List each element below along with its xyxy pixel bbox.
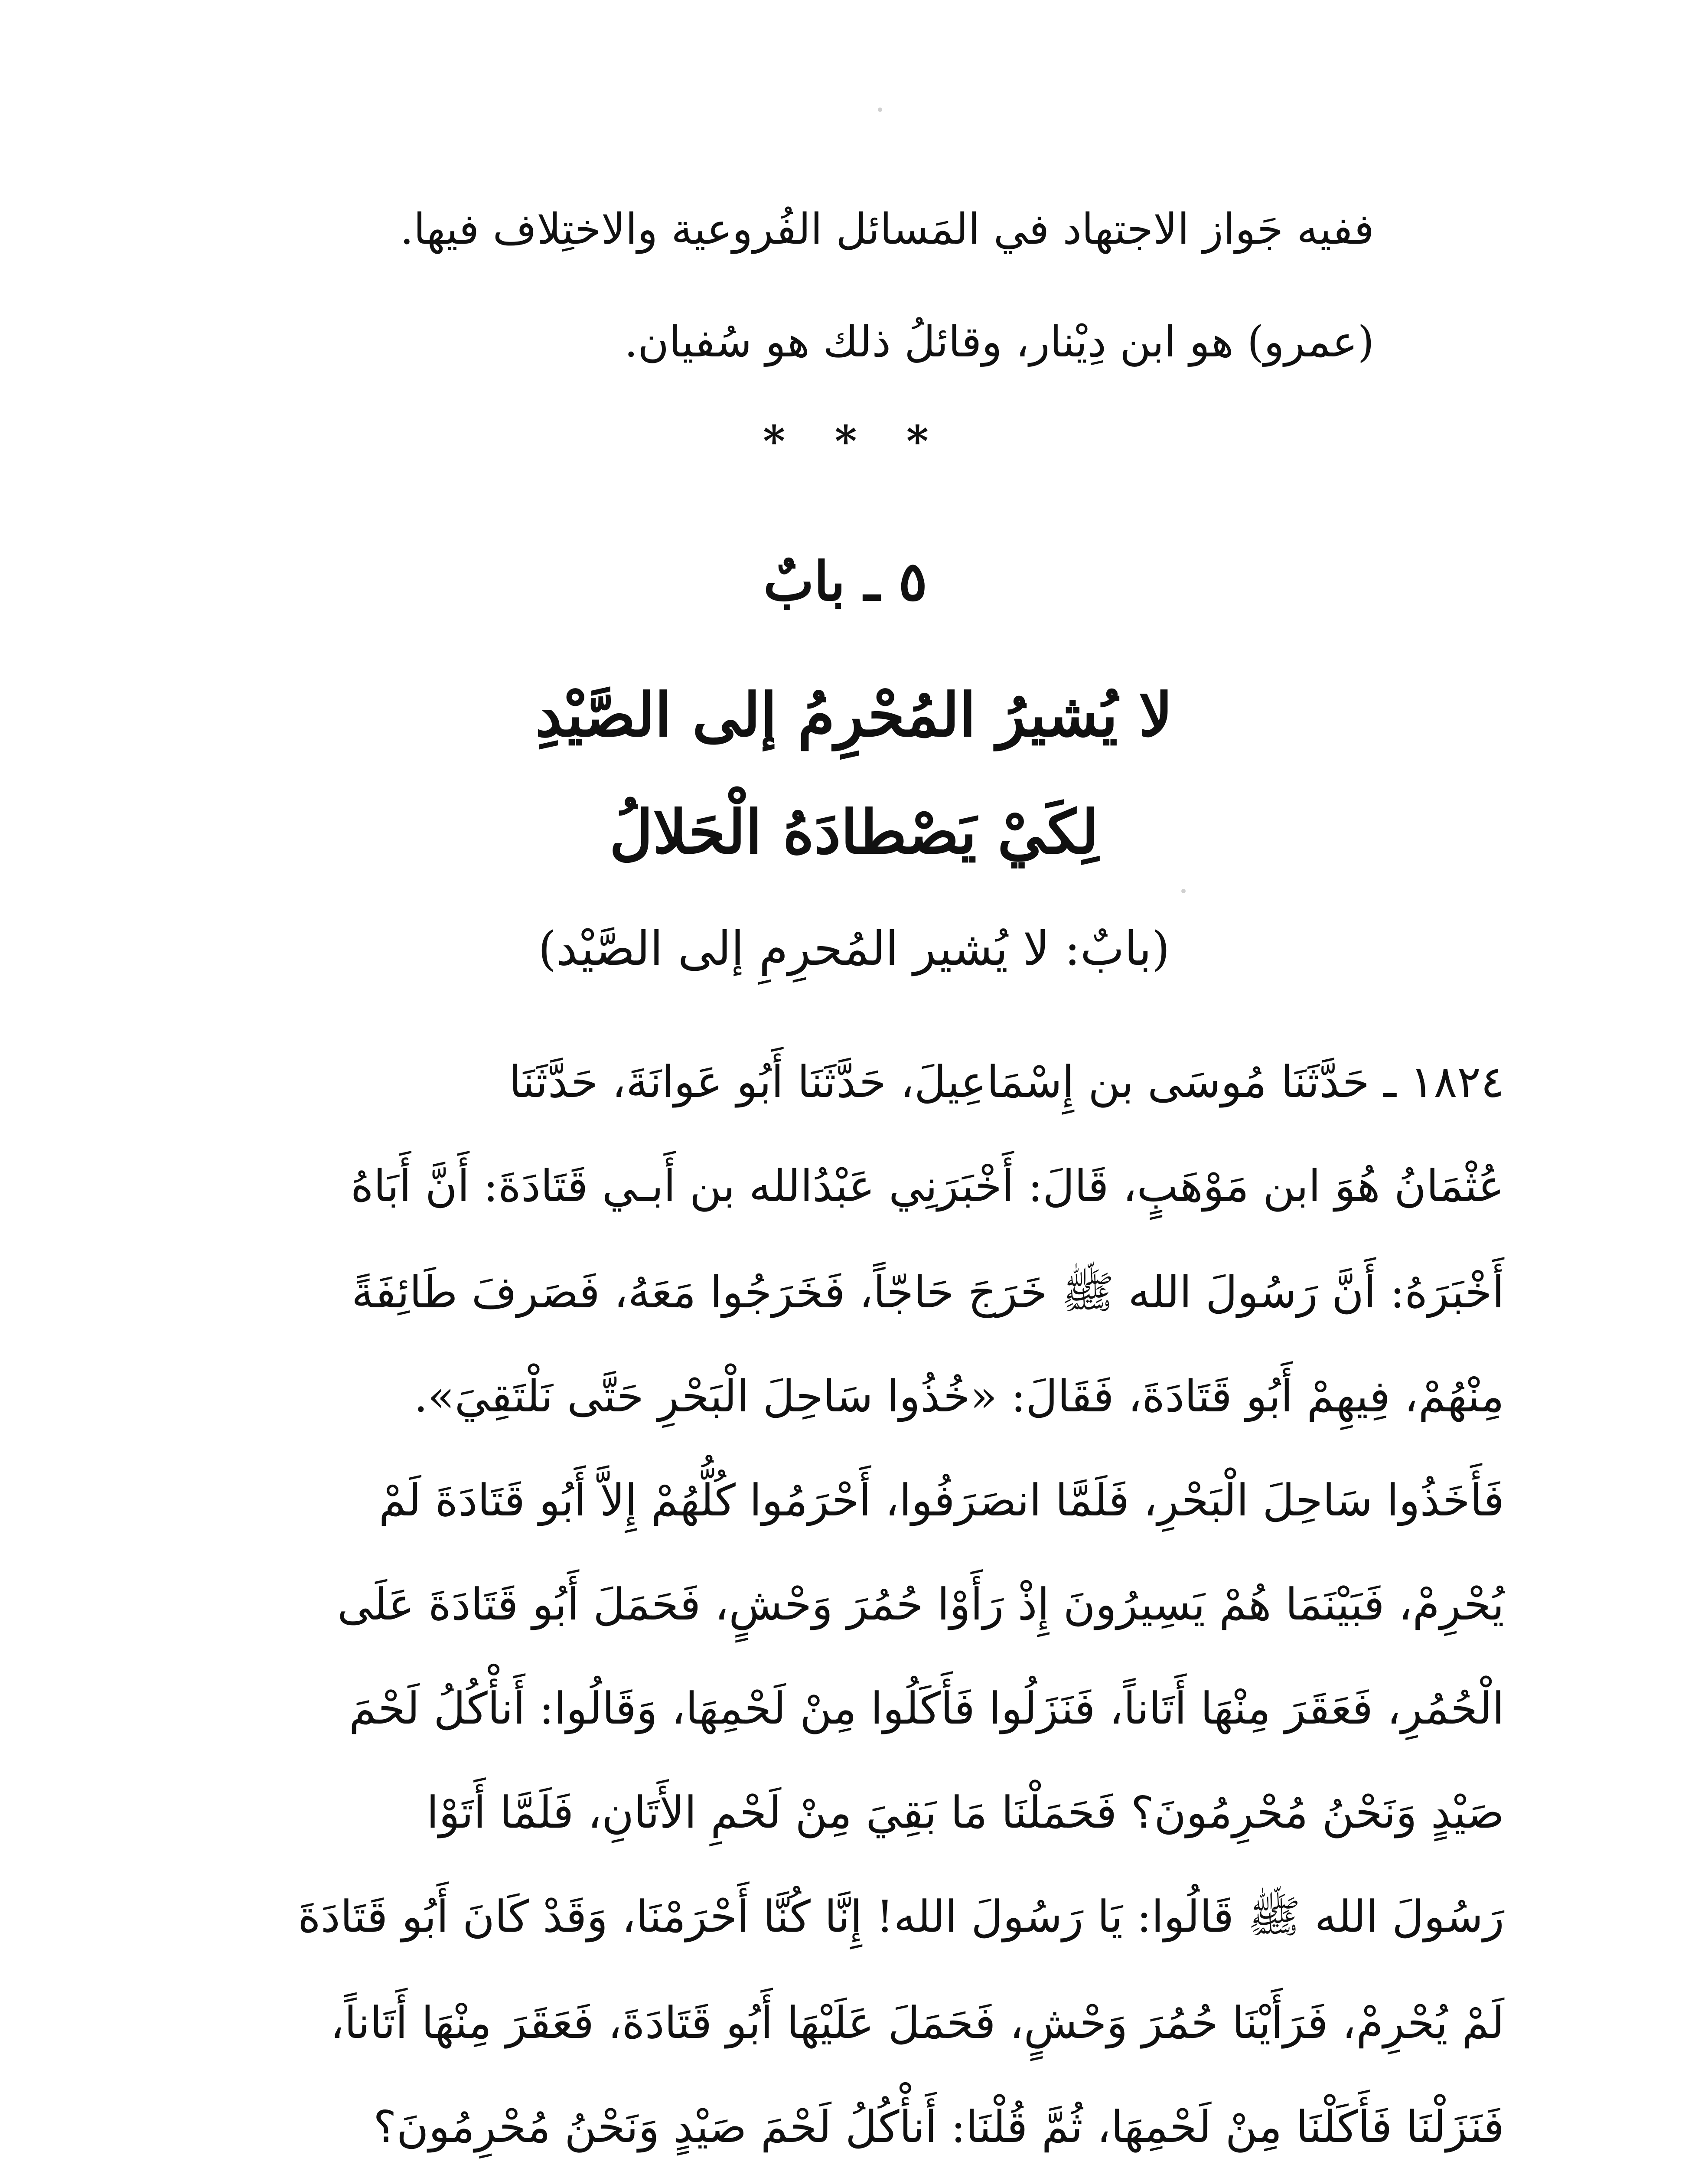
hadith-line-1: ١٨٢٤ ـ حَدَّثَنَا مُوسَى بن إِسْمَاعِيلَ، حَدَّثَنَا أَبُو عَوانَةَ، حَدَّثَنَا [509, 1056, 1504, 1107]
paper-speck [1181, 889, 1186, 893]
hadith-line-7: الْحُمُرِ، فَعَقَرَ مِنْهَا أَتَاناً، فَنَزَلُوا فَأَكَلُوا مِنْ لَحْمِهَا، وَقَالُوا: أَنأْكُلُ لَحْمَ [349, 1683, 1504, 1734]
chapter-number: ٥ ـ بابٌ [763, 550, 928, 613]
chapter-title-line-2: لِكَيْ يَصْطادَهُ الْحَلالُ [609, 797, 1099, 867]
hadith-line-8: صَيْدٍ وَنَحْنُ مُحْرِمُونَ؟ فَحَمَلْنَا مَا بَقِيَ مِنْ لَحْمِ الأَتَانِ، فَلَمَّا أَتَوْا [427, 1787, 1504, 1838]
hadith-line-5: فَأَخَذُوا سَاحِلَ الْبَحْرِ، فَلَمَّا انصَرَفُوا، أَحْرَمُوا كُلُّهُمْ إِلاَّ أَبُو قَتَادَةَ لَمْ [378, 1475, 1504, 1526]
hadith-line-2: عُثْمَانُ هُوَ ابن مَوْهَبٍ، قَالَ: أَخْبَرَنِي عَبْدُالله بن أَبـي قَتَادَةَ: أَنَّ أَبَاهُ [350, 1160, 1504, 1211]
paper-speck [878, 108, 882, 112]
hadith-line-11: فَنَزَلْنَا فَأَكَلْنَا مِنْ لَحْمِهَا، ثُمَّ قُلْنَا: أَنأْكُلُ لَحْمَ صَيْدٍ وَنَحْنُ مُحْرِمُونَ؟ [373, 2101, 1504, 2152]
hadith-line-3: أَخْبَرَهُ: أَنَّ رَسُولَ الله ﷺ خَرَجَ حَاجّاً، فَخَرَجُوا مَعَهُ، فَصَرفَ طَائِفَةً [352, 1267, 1504, 1318]
intro-line-2: (عمرو) هو ابن دِيْنار، وقائلُ ذلك هو سُفيان. [624, 317, 1374, 367]
hadith-line-10: لَمْ يُحْرِمْ، فَرَأَيْنَا حُمُرَ وَحْشٍ، فَحَمَلَ عَلَيْهَا أَبُو قَتَادَةَ، فَعَقَرَ مِنْهَا أَتَاناً، [330, 1997, 1504, 2048]
chapter-subtitle: (بابٌ: لا يُشير المُحرِمِ إلى الصَّيْد) [538, 922, 1170, 976]
section-separator: * * * [763, 417, 946, 467]
intro-line-1: ففيه جَواز الاجتهاد في المَسائل الفُروعية والاختِلاف فيها. [400, 205, 1374, 254]
chapter-title-line-1: لا يُشيرُ المُحْرِمُ إلى الصَّيْدِ [535, 679, 1173, 750]
hadith-line-6: يُحْرِمْ، فَبَيْنَمَا هُمْ يَسِيرُونَ إِذْ رَأَوْا حُمُرَ وَحْشٍ، فَحَمَلَ أَبُو قَتَادَةَ عَلَى [337, 1579, 1504, 1630]
hadith-line-9: رَسُولَ الله ﷺ قَالُوا: يَا رَسُولَ الله! إِنَّا كُنَّا أَحْرَمْنَا، وَقَدْ كَانَ أَبُو قَتَادَةَ [297, 1891, 1504, 1942]
hadith-line-4: مِنْهُمْ، فِيهِمْ أَبُو قَتَادَةَ، فَقَالَ: «خُذُوا سَاحِلَ الْبَحْرِ حَتَّى نَلْتَقِيَ». [414, 1371, 1504, 1422]
